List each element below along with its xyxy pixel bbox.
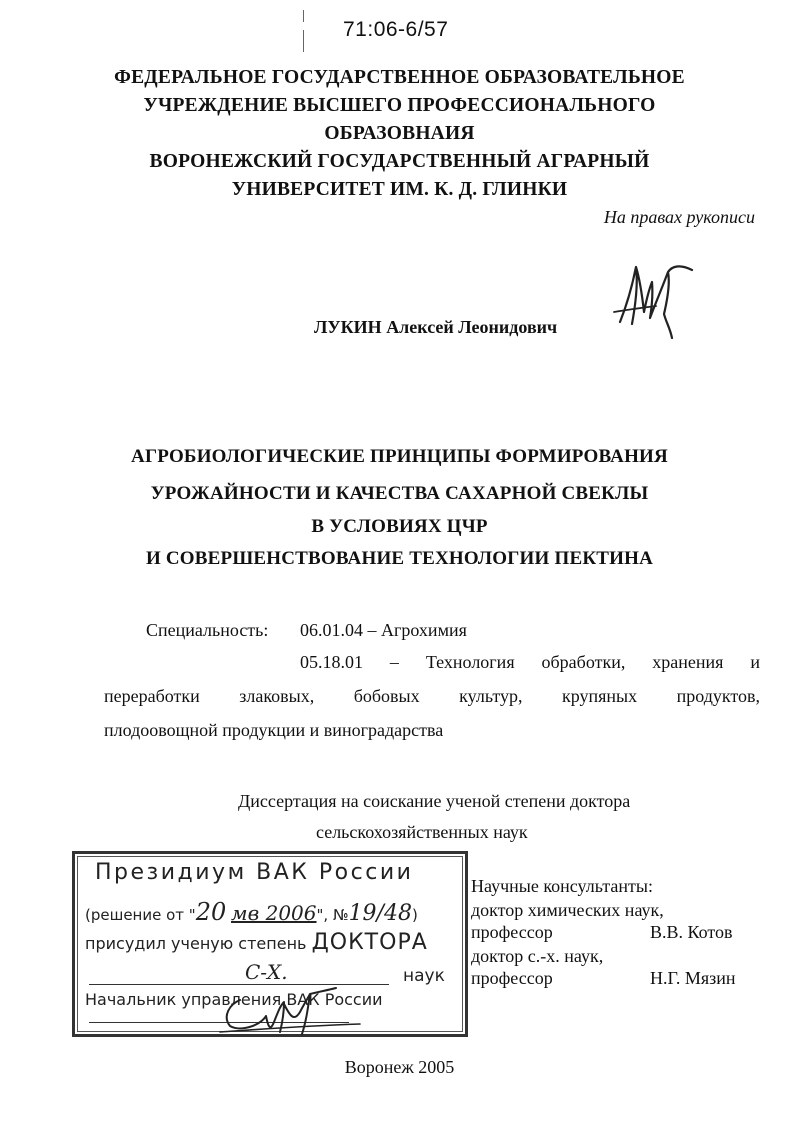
consultant-rank: профессор: [471, 922, 553, 942]
stamp-science-word: наук: [403, 966, 445, 986]
dissertation-title-line: В УСЛОВИЯХ ЦЧР: [311, 516, 488, 537]
author-surname: ЛУКИН: [314, 317, 382, 337]
dissertation-field: сельскохозяйственных наук: [316, 822, 528, 842]
consultants-title: Научные консультанты:: [471, 876, 653, 896]
stamp-head: Начальник управления ВАК России: [85, 990, 383, 1009]
stamp-decision-month: мв 2006: [231, 901, 317, 925]
specialty-second-line: 05.18.01 – Технология обработки, хранения и: [300, 652, 760, 672]
stamp-number-label: ", №: [316, 906, 349, 924]
stamp-decision-prefix: (решение от ": [85, 906, 196, 924]
manuscript-rights: На правах рукописи: [603, 207, 755, 227]
institution-line: ОБРАЗОВНАИЯ: [324, 123, 475, 144]
consultant-degree: доктор химических наук,: [471, 900, 664, 920]
institution-line: ВОРОНЕЖСКИЙ ГОСУДАРСТВЕННЫЙ АГРАРНЫЙ: [149, 151, 650, 172]
stamp-decision: [85, 898, 457, 926]
specialty-second-line: переработки злаковых, бобовых культур, крупяных продуктов,: [104, 686, 760, 706]
specialty-label: Специальность:: [146, 620, 269, 640]
author-signature: [606, 252, 706, 342]
scan-mark: [303, 10, 304, 22]
consultant-rank: профессор: [471, 968, 553, 988]
stamp-decision-number: 19/48: [348, 901, 412, 926]
consultant-name: В.В. Котов: [650, 922, 733, 942]
institution-line: УЧРЕЖДЕНИЕ ВЫСШЕГО ПРОФЕССИОНАЛЬНОГО: [143, 95, 656, 116]
stamp-awarded-text: присудил ученую степень: [85, 934, 307, 953]
city-year: Воронеж 2005: [344, 1057, 455, 1077]
archive-code: 71:06-6/57: [343, 18, 449, 41]
institution-line: ФЕДЕРАЛЬНОЕ ГОСУДАРСТВЕННОЕ ОБРАЗОВАТЕЛЬНОЕ: [114, 67, 685, 88]
specialty-first: 06.01.04 – Агрохимия: [300, 620, 467, 640]
scan-mark: [303, 30, 304, 52]
consultant-degree: доктор с.-х. наук,: [471, 946, 604, 966]
author-name: [314, 317, 557, 338]
institution-line: УНИВЕРСИТЕТ ИМ. К. Д. ГЛИНКИ: [231, 179, 568, 200]
stamp-decision-suffix: ): [411, 906, 418, 924]
stamp-decision-date: 20: [195, 898, 227, 926]
stamp-awarded: [85, 930, 457, 955]
dissertation-title-line: И СОВЕРШЕНСТВОВАНИЕ ТЕХНОЛОГИИ ПЕКТИНА: [145, 548, 654, 569]
author-given-names: Алексей Леонидович: [386, 317, 558, 337]
dissertation-title-line: АГРОБИОЛОГИЧЕСКИЕ ПРИНЦИПЫ ФОРМИРОВАНИЯ: [131, 446, 668, 467]
dissertation-title-line: УРОЖАЙНОСТИ И КАЧЕСТВА САХАРНОЙ СВЕКЛЫ: [150, 483, 649, 504]
specialty-second-line: плодоовощной продукции и виноградарства: [104, 720, 444, 740]
stamp-science-hand: С-Х.: [245, 960, 288, 984]
stamp-signature: [210, 982, 390, 1042]
stamp-degree: ДОКТОРА: [311, 930, 428, 955]
stamp-header: Президиум ВАК России: [95, 860, 414, 885]
consultant-name: Н.Г. Мязин: [650, 968, 736, 988]
dissertation-degree: Диссертация на соискание ученой степени доктора: [238, 791, 631, 811]
